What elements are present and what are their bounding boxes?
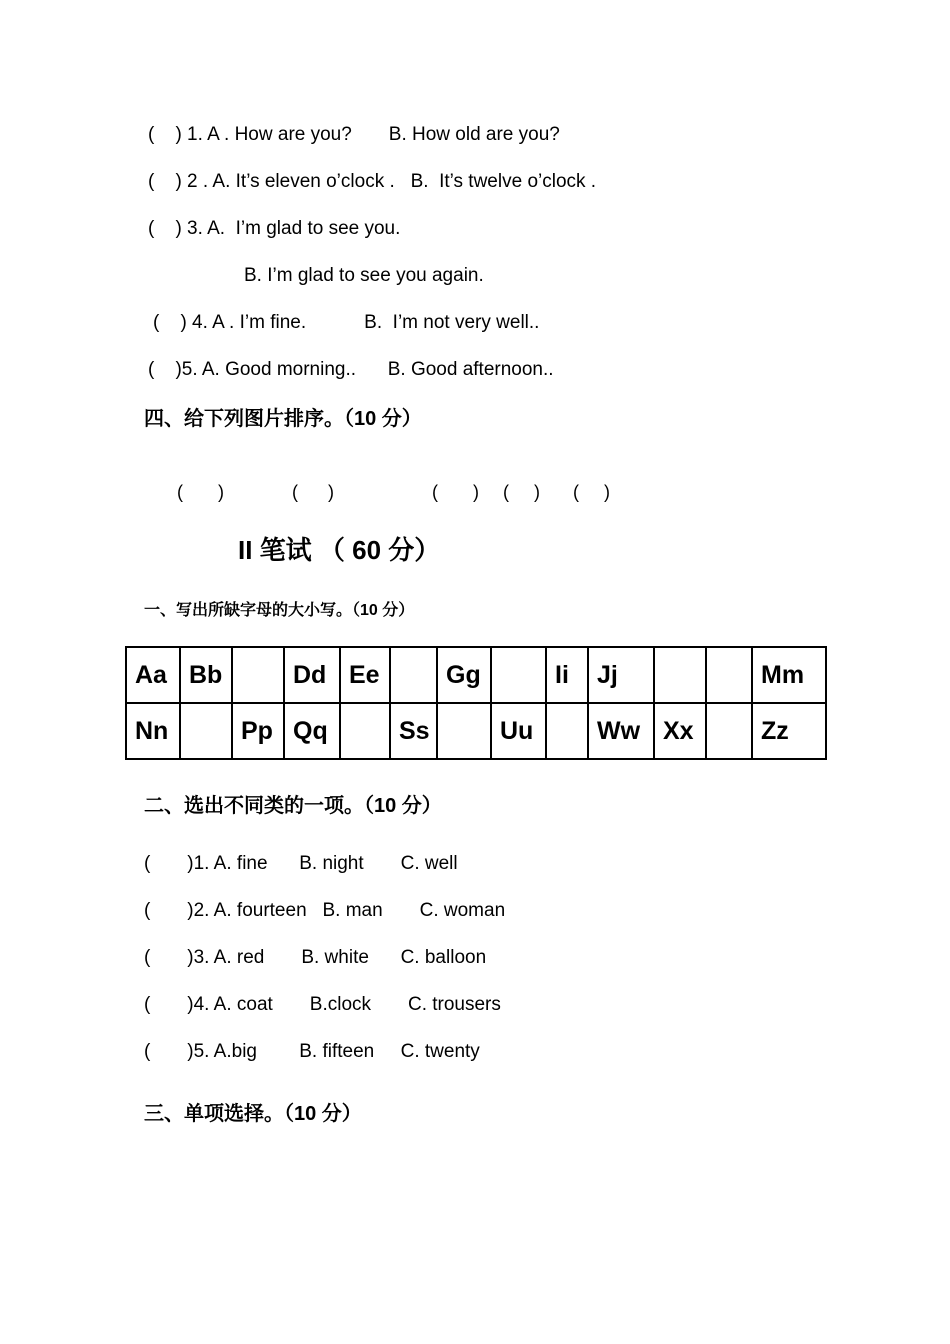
alphabet-cell: Gg	[437, 647, 491, 703]
alphabet-cell	[390, 647, 437, 703]
alphabet-cell: Nn	[126, 703, 180, 759]
ordering-paren-4: ( )	[503, 482, 540, 502]
alphabet-cell: Ss	[390, 703, 437, 759]
odd-one-out-q2: ( )2. A. fourteen B. man C. woman	[144, 900, 506, 921]
alphabet-cell	[180, 703, 232, 759]
alphabet-cell	[706, 703, 752, 759]
alphabet-cell: Dd	[284, 647, 340, 703]
listening-q2: ( ) 2 . A. It’s eleven o’clock . B. It’s twelve o’clock .	[148, 171, 597, 192]
section1-title: 一、写出所缺字母的大小写。（10 分）	[144, 602, 415, 619]
alphabet-cell	[706, 647, 752, 703]
alphabet-row-1	[126, 647, 826, 703]
ordering-paren-5: ( )	[573, 482, 610, 502]
odd-one-out-q3: ( )3. A. red B. white C. balloon	[144, 947, 487, 968]
alphabet-cell	[437, 703, 491, 759]
alphabet-cell: Ww	[588, 703, 654, 759]
alphabet-cell	[654, 647, 706, 703]
section2-title: 二、选出不同类的一项。（10 分）	[144, 795, 442, 817]
ordering-paren-3: ( )	[432, 482, 479, 502]
alphabet-cell: Zz	[752, 703, 826, 759]
alphabet-cell: Ii	[546, 647, 588, 703]
ordering-paren-1: ( )	[177, 482, 224, 502]
alphabet-cell	[340, 703, 390, 759]
written-section-title: II 笔试 （ 60 分）	[238, 535, 441, 565]
odd-one-out-q5: ( )5. A.big B. fifteen C. twenty	[144, 1041, 480, 1062]
listening-q1: ( ) 1. A . How are you? B. How old are you?	[148, 124, 560, 145]
alphabet-cell: Bb	[180, 647, 232, 703]
odd-one-out-q1: ( )1. A. fine B. night C. well	[144, 853, 458, 874]
alphabet-cell: Aa	[126, 647, 180, 703]
alphabet-cell	[232, 647, 284, 703]
listening-q4: ( ) 4. A . I’m fine. B. I’m not very well..	[153, 312, 540, 333]
listening-q5: ( )5. A. Good morning.. B. Good afternoon..	[148, 359, 554, 380]
listening-q3-option-b: B. I’m glad to see you again.	[244, 265, 484, 286]
alphabet-row-2	[126, 703, 826, 759]
odd-one-out-q4: ( )4. A. coat B.clock C. trousers	[144, 994, 501, 1015]
alphabet-cell: Xx	[654, 703, 706, 759]
section3-title: 三、单项选择。（10 分）	[144, 1103, 362, 1125]
alphabet-cell	[491, 647, 546, 703]
alphabet-cell: Jj	[588, 647, 654, 703]
section4-title: 四、给下列图片排序。（10 分）	[144, 408, 422, 430]
alphabet-cell: Ee	[340, 647, 390, 703]
alphabet-cell: Pp	[232, 703, 284, 759]
alphabet-cell: Qq	[284, 703, 340, 759]
alphabet-cell: Uu	[491, 703, 546, 759]
listening-q3: ( ) 3. A. I’m glad to see you.	[148, 218, 401, 239]
ordering-paren-2: ( )	[292, 482, 334, 502]
alphabet-table	[125, 646, 827, 760]
alphabet-cell: Mm	[752, 647, 826, 703]
alphabet-cell	[546, 703, 588, 759]
